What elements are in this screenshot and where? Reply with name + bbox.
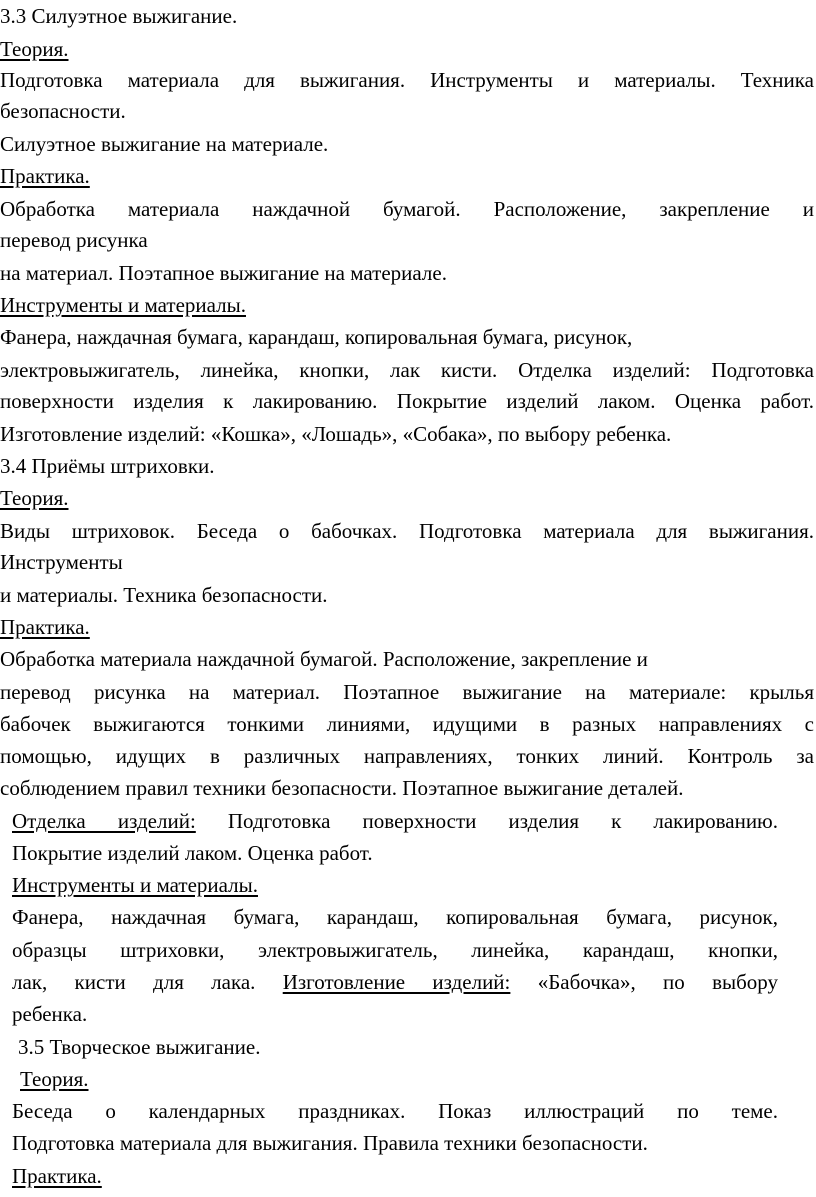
inline-label-finishing: Отделка изделий: — [12, 809, 196, 833]
paragraph-line: Беседа о календарных праздниках. Показ иллюстраций по теме. — [12, 1099, 778, 1123]
paragraph-line: поверхности изделия к лакированию. Покрытие изделий лаком. Оценка работ. — [0, 389, 814, 413]
paragraph-line: Обработка материала наждачной бумагой. Расположение, закрепление и — [0, 197, 814, 221]
paragraph-line: Виды штриховок. Беседа о бабочках. Подготовка материала для выжигания. — [0, 519, 814, 543]
paragraph-line: безопасности. — [0, 99, 126, 123]
subheading-practice: Практика. — [0, 164, 90, 188]
paragraph-line: Изготовление изделий: «Кошка», «Лошадь», «Собака», по выбору ребенка. — [0, 422, 672, 446]
paragraph-line: на материал. Поэтапное выжигание на материале. — [0, 261, 447, 285]
paragraph-line: образцы штриховки, электровыжигатель, линейка, карандаш, кнопки, — [12, 938, 778, 962]
paragraph-line: Подготовка материала для выжигания. Инструменты и материалы. Техника — [0, 68, 814, 92]
paragraph-line — [12, 805, 778, 837]
paragraph-line: соблюдением правил техники безопасности. Поэтапное выжигание деталей. — [0, 776, 684, 800]
paragraph-line: ребенка. — [12, 1002, 88, 1026]
paragraph-line: Фанера, наждачная бумага, карандаш, копировальная бумага, рисунок, — [0, 325, 633, 349]
subheading-tools: Инструменты и материалы. — [12, 873, 258, 897]
paragraph-line — [12, 966, 778, 998]
subheading-theory: Теория. — [0, 486, 69, 510]
subheading-tools: Инструменты и материалы. — [0, 293, 246, 317]
inline-text: «Бабочка», по выбору — [537, 970, 779, 994]
paragraph-line: Покрытие изделий лаком. Оценка работ. — [12, 841, 373, 865]
inline-text: лак, кисти для лака. — [12, 970, 256, 994]
paragraph-line: Подготовка материала для выжигания. Правила техники безопасности. — [12, 1131, 648, 1155]
subheading-practice: Практика. — [0, 615, 90, 639]
inline-text: Подготовка поверхности изделия к лакированию. — [227, 809, 778, 833]
subheading-theory: Теория. — [0, 37, 69, 61]
paragraph-line: Обработка материала наждачной бумагой. Расположение, закрепление и — [0, 647, 648, 671]
paragraph-line: перевод рисунка — [0, 228, 148, 252]
paragraph-line: Силуэтное выжигание на материале. — [0, 132, 329, 156]
section-heading-3-4: 3.4 Приёмы штриховки. — [0, 454, 215, 478]
paragraph-line: Фанера, наждачная бумага, карандаш, копировальная бумага, рисунок, — [12, 905, 778, 929]
paragraph-line: перевод рисунка на материал. Поэтапное выжигание на материале: крылья — [0, 680, 814, 704]
paragraph-line: бабочек выжигаются тонкими линиями, идущими в разных направлениях с — [0, 712, 814, 736]
subheading-practice: Практика. — [12, 1164, 102, 1188]
inline-label-products: Изготовление изделий: — [282, 970, 511, 994]
paragraph-line: Инструменты — [0, 550, 123, 574]
paragraph-line: и материалы. Техника безопасности. — [0, 583, 328, 607]
section-heading-3-3: 3.3 Силуэтное выжигание. — [0, 4, 238, 28]
paragraph-line: электровыжигатель, линейка, кнопки, лак кисти. Отделка изделий: Подготовка — [0, 358, 814, 382]
subheading-theory: Теория. — [20, 1067, 89, 1091]
section-heading-3-5: 3.5 Творческое выжигание. — [18, 1035, 261, 1059]
paragraph-line: помощью, идущих в различных направлениях, тонких линий. Контроль за — [0, 744, 814, 768]
